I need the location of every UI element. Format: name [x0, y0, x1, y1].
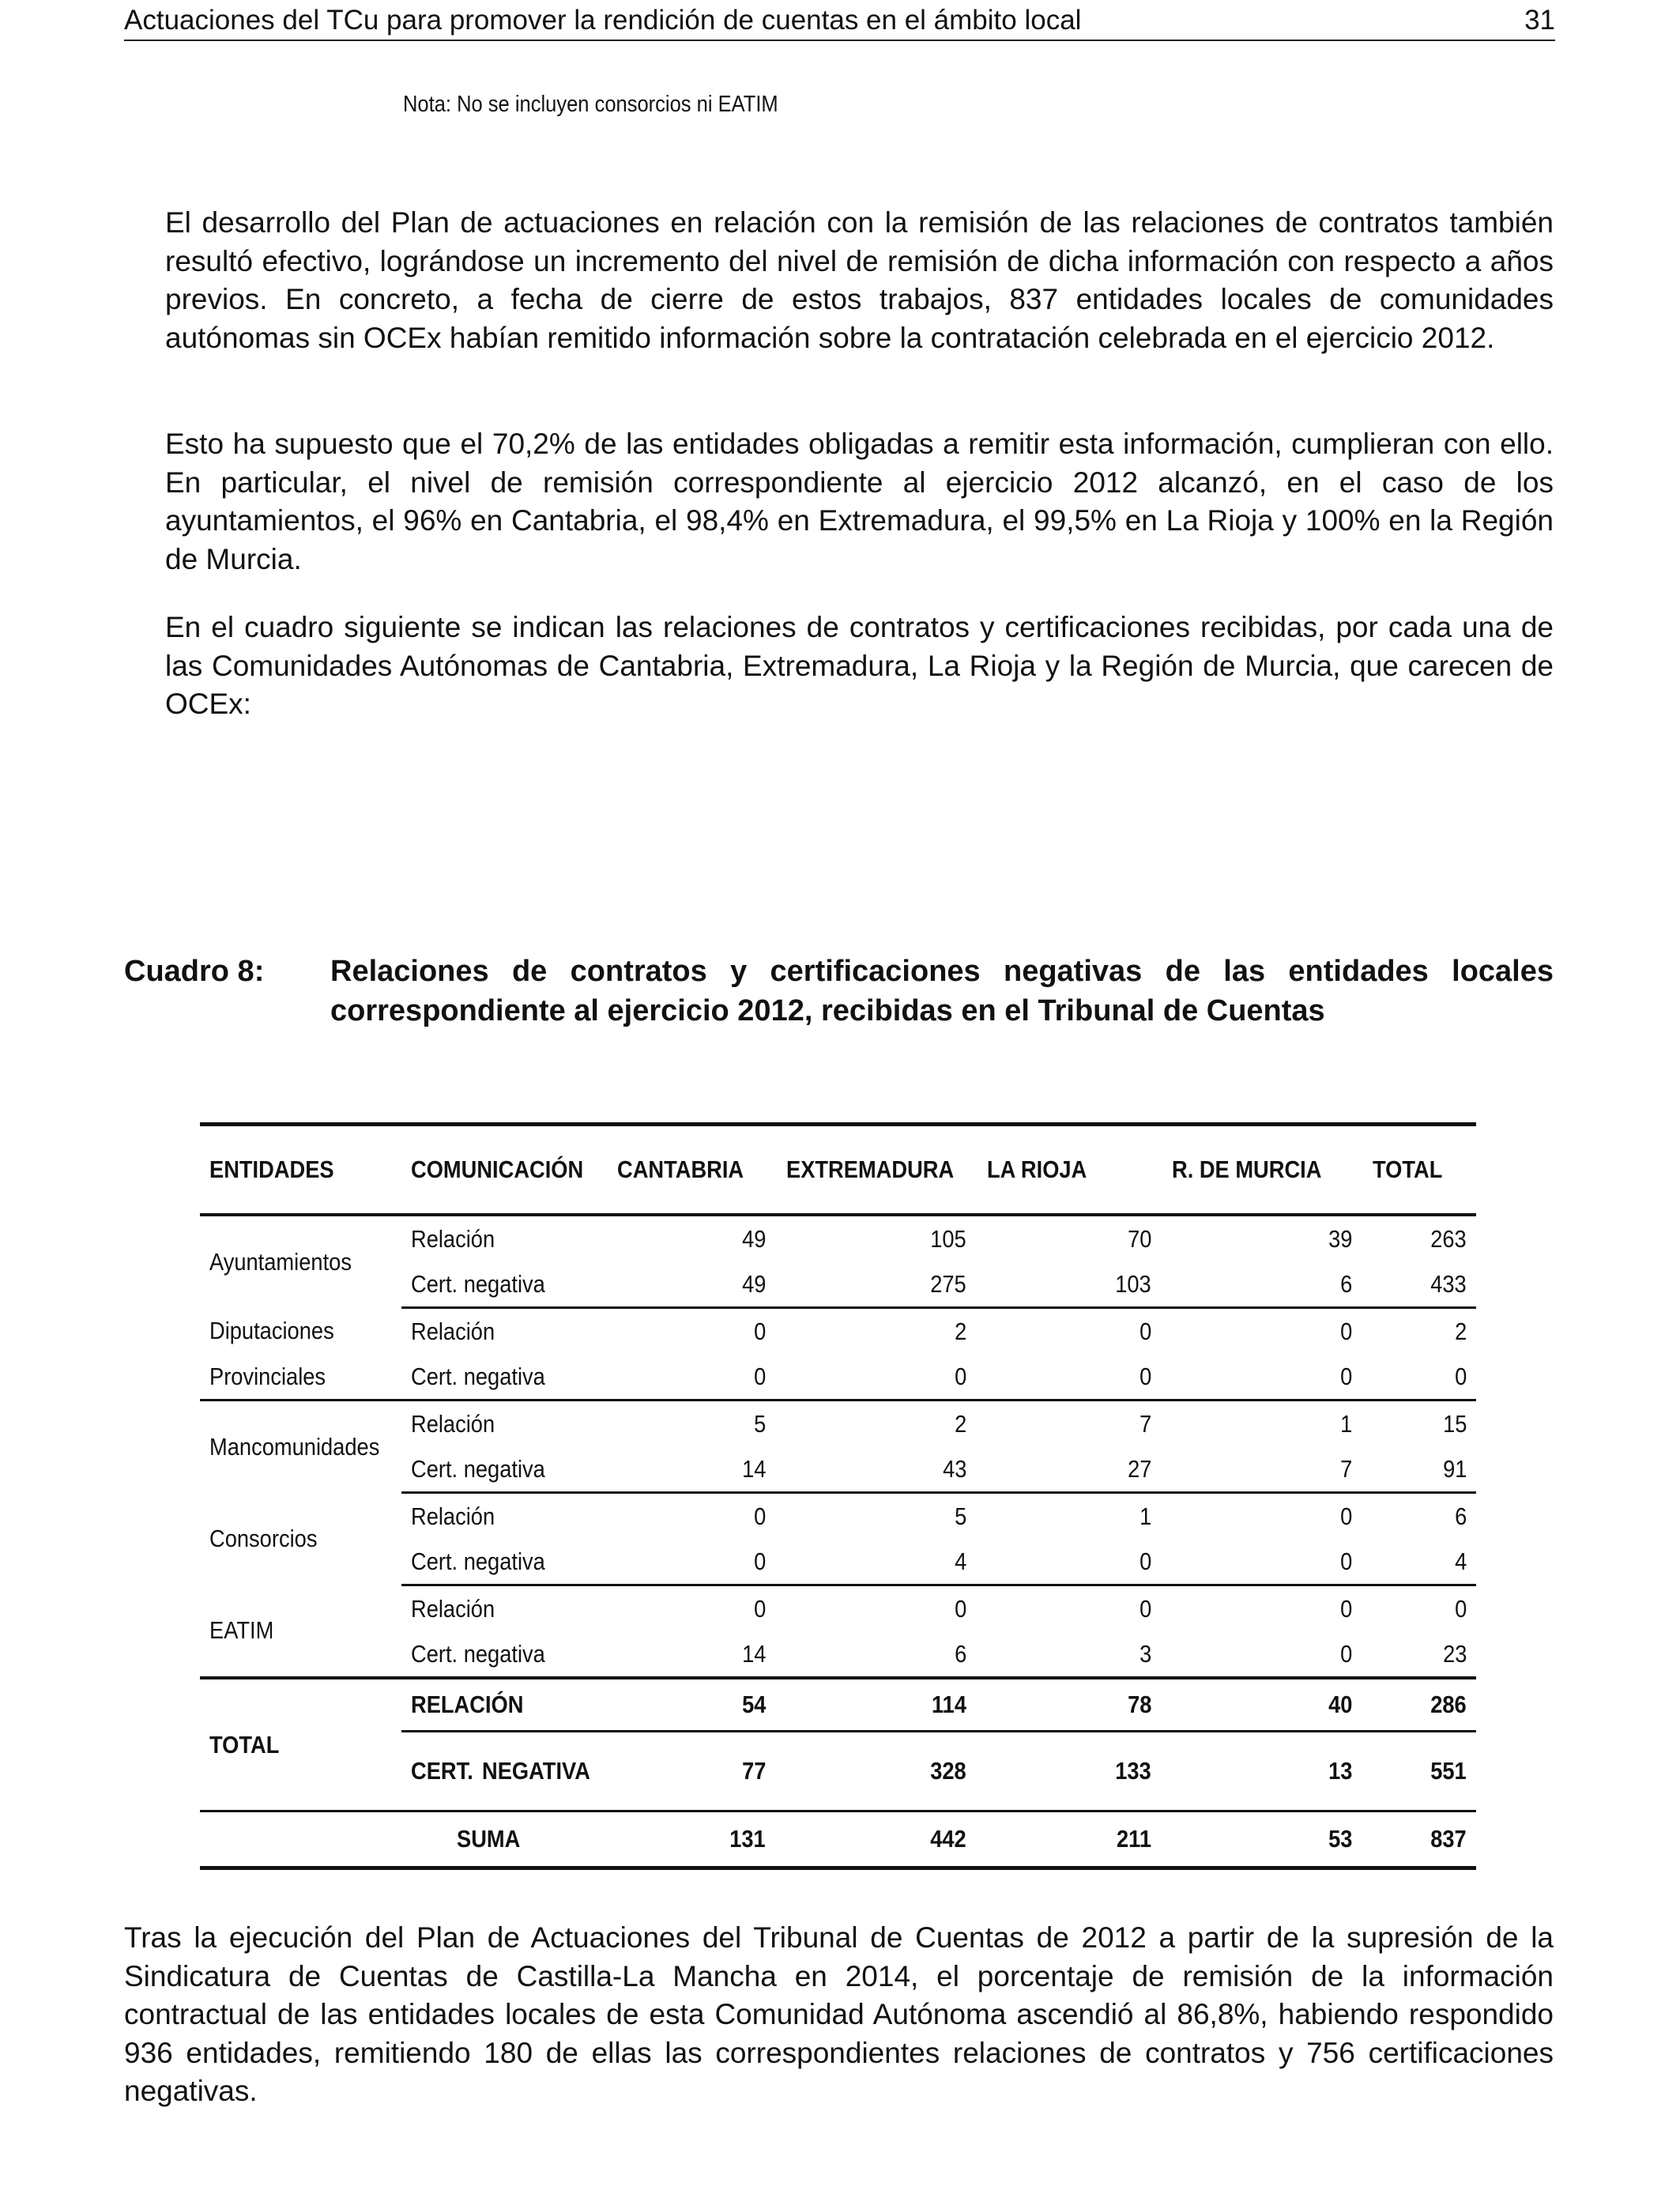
cell-value: 131 [729, 1825, 766, 1853]
communication-label: Relación [411, 1409, 495, 1438]
cell-value: 0 [1139, 1362, 1151, 1390]
table-cell [1161, 1585, 1362, 1632]
table-cell [1161, 1354, 1362, 1400]
cell-value: 14 [741, 1454, 766, 1483]
table-caption-label: Cuadro 8: [124, 955, 265, 988]
paragraph-4: Tras la ejecución del Plan de Actuaciones del Tribunal de Cuentas de 2012 a partir de la supresión de la Sindicatura de Cuentas de Castilla-La Mancha en 2014, el porcentaje de remisión de la información contractual de las entidades locales de esta Comunidad Autónoma ascendió al 86,8%, habiendo respondido 936 entidades, remitiendo 180 de ellas las correspondientes relaciones de contratos y 756 certificaciones negativas. [124, 1921, 1554, 2107]
header-cell [401, 1125, 606, 1216]
cell-value: 49 [741, 1269, 766, 1298]
cell-value: 0 [1339, 1502, 1352, 1530]
cell-value: 0 [954, 1362, 966, 1390]
cell-value: 0 [753, 1594, 766, 1623]
table-cell [1362, 1585, 1476, 1632]
table-cell [1362, 1215, 1476, 1261]
header-la-rioja: LA RIOJA [987, 1155, 1087, 1183]
header-total: TOTAL [1373, 1155, 1443, 1183]
table-cell [775, 1493, 976, 1540]
table-cell [976, 1493, 1161, 1540]
table-cell [775, 1732, 976, 1811]
table-cell [775, 1308, 976, 1355]
cell-value: 7 [1139, 1409, 1151, 1438]
cell-value: 103 [1115, 1269, 1151, 1298]
table-cell [775, 1400, 976, 1447]
table-row [200, 1585, 1476, 1632]
entity-label: Mancomunidades [209, 1432, 380, 1461]
communication-cell [401, 1261, 606, 1308]
communication-label: Cert. negativa [411, 1547, 545, 1575]
table-cell [775, 1261, 976, 1308]
suma-label-cell [401, 1811, 606, 1868]
table-cell [976, 1308, 1161, 1355]
data-table-container [200, 1122, 1476, 1870]
table-cell [1362, 1811, 1476, 1868]
cell-value: 5 [753, 1409, 766, 1438]
header-r-de-murcia: R. DE MURCIA [1172, 1155, 1322, 1183]
header-entidades: ENTIDADES [209, 1155, 334, 1183]
table-cell [606, 1446, 775, 1493]
table-cell [606, 1539, 775, 1585]
header-comunicacion: COMUNICACIÓN [411, 1155, 584, 1183]
suma-label: SUMA [457, 1825, 521, 1853]
table-cell [976, 1354, 1161, 1400]
communication-cell [401, 1678, 606, 1732]
table-cell [1362, 1631, 1476, 1678]
entity-cell [200, 1354, 401, 1400]
header-cell [1161, 1125, 1362, 1216]
table-cell [976, 1585, 1161, 1632]
contracts-table [200, 1122, 1476, 1870]
table-cell [976, 1400, 1161, 1447]
table-cell [1362, 1261, 1476, 1308]
cell-value: 837 [1430, 1825, 1467, 1853]
table-row [200, 1354, 1476, 1400]
table-row [200, 1308, 1476, 1355]
entity-cell [200, 1585, 401, 1679]
header-cell [1362, 1125, 1476, 1216]
communication-cell [401, 1400, 606, 1447]
communication-label: Relación [411, 1224, 495, 1253]
cell-value: 7 [1339, 1454, 1352, 1483]
cell-value: 23 [1442, 1639, 1467, 1668]
table-row [200, 1493, 1476, 1540]
table-cell [1161, 1631, 1362, 1678]
entity-cell [200, 1308, 401, 1355]
table-cell [1362, 1732, 1476, 1811]
cell-value: 49 [741, 1224, 766, 1253]
communication-label: Relación [411, 1317, 495, 1345]
cell-value: 1 [1139, 1502, 1151, 1530]
table-row [200, 1400, 1476, 1447]
table-cell [775, 1631, 976, 1678]
table-cell [1362, 1308, 1476, 1355]
table-cell [976, 1811, 1161, 1868]
table-cell [976, 1261, 1161, 1308]
communication-cell [401, 1493, 606, 1540]
communication-cell [401, 1585, 606, 1632]
table-cell [976, 1732, 1161, 1811]
table-cell [1362, 1446, 1476, 1493]
table-cell [1161, 1811, 1362, 1868]
cell-value: 433 [1430, 1269, 1467, 1298]
cell-value: 1 [1339, 1409, 1352, 1438]
cell-value: 78 [1127, 1691, 1151, 1718]
cell-value: 4 [954, 1547, 966, 1575]
cell-value: 6 [1339, 1269, 1352, 1298]
cell-value: 0 [753, 1317, 766, 1345]
cell-value: 13 [1328, 1757, 1352, 1785]
cell-value: 6 [954, 1639, 966, 1668]
cell-value: 0 [753, 1547, 766, 1575]
table-cell [1161, 1400, 1362, 1447]
table-cell [606, 1261, 775, 1308]
cell-value: 0 [1139, 1594, 1151, 1623]
cell-value: 0 [753, 1362, 766, 1390]
total-label-cell [200, 1678, 401, 1811]
table-cell [1362, 1400, 1476, 1447]
cell-value: 0 [753, 1502, 766, 1530]
communication-cell [401, 1539, 606, 1585]
table-cell [976, 1215, 1161, 1261]
table-cell [606, 1308, 775, 1355]
paragraph-2: Esto ha supuesto que el 70,2% de las entidades obligadas a remitir esta información, cumplieran con ello. En particular, el nivel de remisión correspondiente al ejercicio 2012 alcanzó, en el caso de los ayuntamientos, el 96% en Cantabria, el 98,4% en Extremadura, el 99,5% en La Rioja y 100% en la Región de Murcia. [165, 428, 1554, 575]
table-cell [606, 1585, 775, 1632]
header-extremadura: EXTREMADURA [786, 1155, 955, 1183]
header-cell [606, 1125, 775, 1216]
cell-value: 43 [942, 1454, 966, 1483]
page-number: 31 [1524, 5, 1555, 36]
table-cell [606, 1354, 775, 1400]
communication-cell [401, 1631, 606, 1678]
table-cell [976, 1446, 1161, 1493]
cell-value: 27 [1127, 1454, 1151, 1483]
cell-value: 2 [954, 1317, 966, 1345]
table-cell [775, 1215, 976, 1261]
cell-value: 70 [1127, 1224, 1151, 1253]
header-cell [976, 1125, 1161, 1216]
communication-label: Cert. negativa [411, 1454, 545, 1483]
cell-value: 263 [1430, 1224, 1467, 1253]
cell-value: 286 [1430, 1691, 1467, 1718]
table-cell [1161, 1446, 1362, 1493]
entity-label: EATIM [209, 1616, 274, 1645]
communication-cell [401, 1446, 606, 1493]
table-cell [606, 1811, 775, 1868]
entity-label: Ayuntamientos [209, 1247, 352, 1276]
cell-value: 54 [741, 1691, 766, 1718]
table-cell [1161, 1539, 1362, 1585]
table-cell [606, 1631, 775, 1678]
cell-value: 0 [1339, 1594, 1352, 1623]
table-cell [1161, 1732, 1362, 1811]
table-row [200, 1215, 1476, 1261]
cell-value: 0 [1339, 1547, 1352, 1575]
cell-value: 114 [931, 1691, 966, 1718]
entity-label: Consorcios [209, 1525, 318, 1552]
cell-value: 275 [930, 1269, 966, 1298]
communication-cell [401, 1308, 606, 1355]
table-cell [775, 1539, 976, 1585]
cell-value: 2 [1454, 1317, 1467, 1345]
cell-value: 15 [1442, 1409, 1467, 1438]
cell-value: 0 [954, 1594, 966, 1623]
table-cell [606, 1732, 775, 1811]
cell-value: 0 [1339, 1639, 1352, 1668]
table-cell [1362, 1678, 1476, 1732]
communication-label: Cert. negativa [411, 1362, 545, 1390]
total-relacion-row [200, 1678, 1476, 1732]
table-cell [606, 1493, 775, 1540]
table-cell [1161, 1678, 1362, 1732]
table-cell [775, 1811, 976, 1868]
cell-value: 442 [930, 1825, 966, 1853]
suma-row [200, 1811, 1476, 1868]
paragraph-3: En el cuadro siguiente se indican las relaciones de contratos y certificaciones recibidas, por cada una de las Comunidades Autónomas de Cantabria, Extremadura, La Rioja y la Región de Murcia, que carecen de OCEx: [165, 611, 1554, 720]
table-cell [1161, 1261, 1362, 1308]
running-title: Actuaciones del TCu para promover la rendición de cuentas en el ámbito local [124, 5, 1082, 36]
cell-value: 53 [1328, 1825, 1352, 1853]
cell-value: 6 [1454, 1502, 1467, 1530]
header-cell [200, 1125, 401, 1216]
cell-value: 77 [741, 1757, 766, 1785]
entity-cell [200, 1400, 401, 1493]
table-cell [1161, 1493, 1362, 1540]
cell-value: 211 [1116, 1825, 1151, 1853]
cell-value: 551 [1430, 1757, 1467, 1785]
cell-value: 0 [1454, 1362, 1467, 1390]
communication-label: RELACIÓN [411, 1691, 524, 1718]
cell-value: 0 [1139, 1317, 1151, 1345]
table-cell [606, 1678, 775, 1732]
communication-label: CERT. [411, 1757, 473, 1785]
table-cell [1362, 1493, 1476, 1540]
cell-value: 328 [930, 1757, 966, 1785]
cell-value: 2 [954, 1409, 966, 1438]
table-cell [606, 1400, 775, 1447]
table-cell [1161, 1308, 1362, 1355]
table-cell [775, 1354, 976, 1400]
table-cell [1362, 1539, 1476, 1585]
table-cell [775, 1585, 976, 1632]
table-cell [1362, 1354, 1476, 1400]
communication-label: Relación [411, 1502, 495, 1530]
table-cell [976, 1539, 1161, 1585]
entity-cell [200, 1215, 401, 1308]
table-note: Nota: No se incluyen consorcios ni EATIM [403, 92, 778, 117]
cell-value: 91 [1442, 1454, 1467, 1483]
table-cell [976, 1631, 1161, 1678]
communication-label: Cert. negativa [411, 1269, 545, 1298]
page-header [124, 2, 1555, 41]
paragraph-1: El desarrollo del Plan de actuaciones en relación con la remisión de las relaciones de contratos también resultó efectivo, lográndose un incremento del nivel de remisión de dicha información con respecto a años previos. En concreto, a fecha de cierre de estos trabajos, 837 entidades locales de comunidades autónomas sin OCEx habían remitido información sobre la contratación celebrada en el ejercicio 2012. [165, 206, 1554, 354]
header-cell [775, 1125, 976, 1216]
cell-value: 14 [741, 1639, 766, 1668]
cell-value: 0 [1139, 1547, 1151, 1575]
table-header-row [200, 1125, 1476, 1216]
table-caption-text: Relaciones de contratos y certificaciones negativas de las entidades locales correspondiente al ejercicio 2012, recibidas en el Tribunal de Cuentas [330, 955, 1554, 1027]
cell-value: 105 [930, 1224, 966, 1253]
header-cantabria: CANTABRIA [617, 1155, 744, 1183]
communication-cell [401, 1354, 606, 1400]
table-cell [606, 1215, 775, 1261]
communication-label: Relación [411, 1594, 495, 1623]
entity-cell [200, 1493, 401, 1585]
cell-value: 3 [1139, 1639, 1151, 1668]
cell-value: 133 [1115, 1757, 1151, 1785]
table-cell [1161, 1215, 1362, 1261]
communication-cell [401, 1732, 606, 1811]
table-cell [976, 1678, 1161, 1732]
communication-cell [401, 1215, 606, 1261]
communication-label: Cert. negativa [411, 1639, 545, 1668]
table-cell [775, 1678, 976, 1732]
cell-value: 40 [1328, 1691, 1352, 1718]
empty-cell [200, 1811, 401, 1868]
cell-value: 0 [1339, 1317, 1352, 1345]
table-cell [775, 1446, 976, 1493]
cell-value: 0 [1339, 1362, 1352, 1390]
cell-value: 5 [954, 1502, 966, 1530]
table-body [200, 1215, 1476, 1868]
communication-label: NEGATIVA [481, 1757, 590, 1785]
entity-label: Provinciales [209, 1362, 326, 1390]
total-label: TOTAL [209, 1730, 280, 1759]
entity-label: Diputaciones [209, 1316, 334, 1344]
cell-value: 39 [1328, 1224, 1352, 1253]
cell-value: 0 [1454, 1594, 1467, 1623]
cell-value: 4 [1454, 1547, 1467, 1575]
